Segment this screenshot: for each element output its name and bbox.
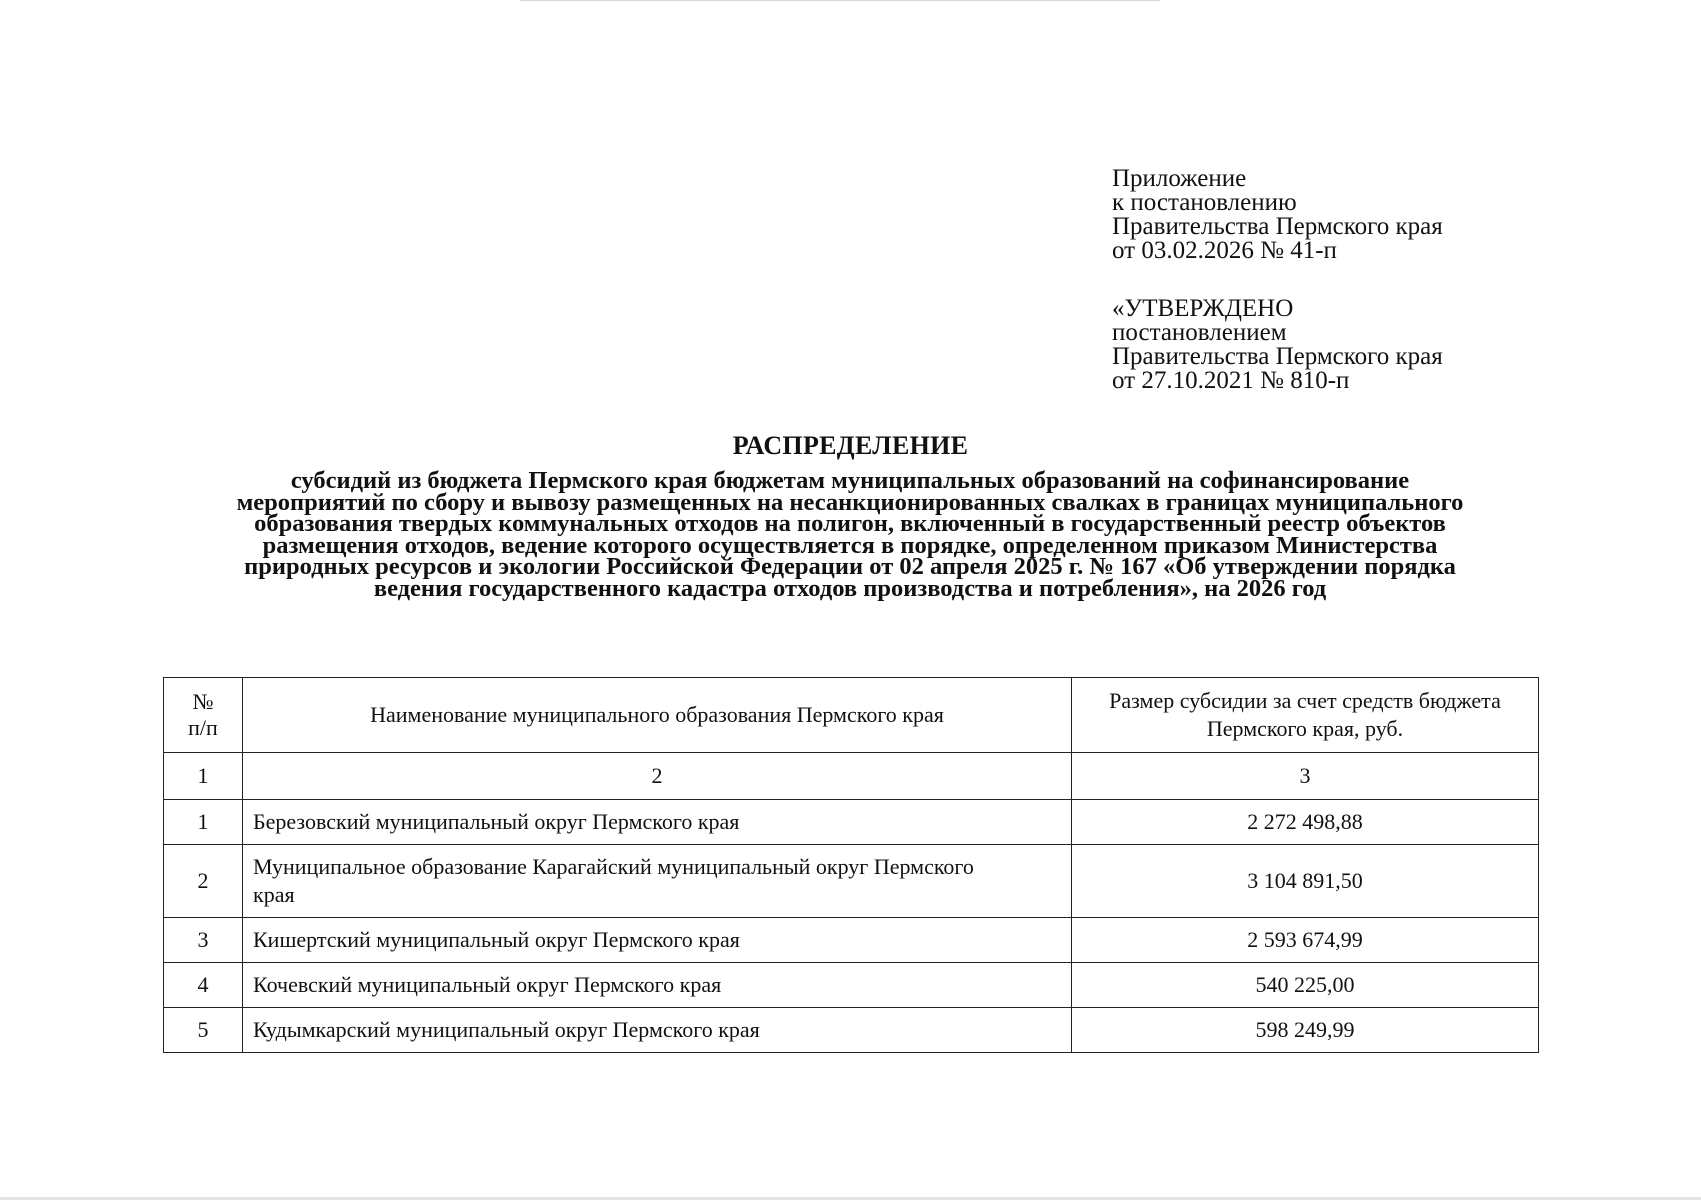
annex-line: Правительства Пермского края xyxy=(1112,213,1443,240)
approved-line: Правительства Пермского края xyxy=(1112,343,1443,370)
header-num xyxy=(164,678,243,753)
row-name: Кудымкарский муниципальный округ Пермского края xyxy=(243,1008,1072,1053)
annex-line: от 03.02.2026 № 41-п xyxy=(1112,237,1337,264)
row-num: 5 xyxy=(164,1008,243,1053)
table-row xyxy=(164,963,1539,1008)
header-amount-line: Размер субсидии за счет средств бюджета xyxy=(1109,688,1501,713)
header-name: Наименование муниципального образования Пермского края xyxy=(243,678,1072,753)
annex-gap xyxy=(1112,263,1443,297)
scan-edge-top xyxy=(520,0,1160,1)
subtitle-line: природных ресурсов и экологии Российской Федерации от 02 апреля 2025 г. № 167 «Об утверждении порядка xyxy=(244,553,1456,580)
approved-line: «УТВЕРЖДЕНО xyxy=(1112,295,1294,322)
column-index-row xyxy=(164,753,1539,800)
row-name: Кишертский муниципальный округ Пермского края xyxy=(243,918,1072,963)
approved-line: от 27.10.2021 № 810-п xyxy=(1112,367,1350,394)
document-subtitle xyxy=(120,467,1580,602)
table-header-row xyxy=(164,678,1539,753)
header-num-line: п/п xyxy=(188,715,218,740)
table-row xyxy=(164,918,1539,963)
column-index: 1 xyxy=(164,753,243,800)
row-name-line: края xyxy=(253,882,295,907)
document-title: РАСПРЕДЕЛЕНИЕ xyxy=(732,431,969,460)
row-name xyxy=(243,845,1072,918)
subtitle-line: размещения отходов, ведение которого осуществляется в порядке, определенном приказом Министерства xyxy=(262,531,1438,559)
column-index: 3 xyxy=(1072,753,1539,800)
subtitle-line: мероприятий по сбору и вывозу размещенных на несанкционированных свалках в границах муниципального xyxy=(236,488,1464,516)
row-amount: 3 104 891,50 xyxy=(1072,845,1539,918)
annex-line: Приложение xyxy=(1112,165,1247,192)
row-amount: 2 593 674,99 xyxy=(1072,918,1539,963)
row-num: 1 xyxy=(164,800,243,845)
table-row xyxy=(164,845,1539,918)
subtitle-line: ведения государственного кадастра отходов производства и потребления», на 2026 год xyxy=(373,574,1327,602)
row-num: 4 xyxy=(164,963,243,1008)
table-row xyxy=(164,1008,1539,1053)
subsidy-table xyxy=(163,677,1539,1053)
row-name-line: Муниципальное образование Карагайский муниципальный округ Пермского xyxy=(253,854,974,879)
approved-line: постановлением xyxy=(1112,319,1287,346)
row-name: Кочевский муниципальный округ Пермского края xyxy=(243,963,1072,1008)
subtitle-line: субсидий из бюджета Пермского края бюджетам муниципальных образований на софинансирование xyxy=(290,467,1410,494)
table-row xyxy=(164,800,1539,845)
row-amount: 2 272 498,88 xyxy=(1072,800,1539,845)
annex-block xyxy=(1112,167,1443,393)
header-amount xyxy=(1072,678,1539,753)
row-num: 3 xyxy=(164,918,243,963)
column-index: 2 xyxy=(243,753,1072,800)
row-amount: 540 225,00 xyxy=(1072,963,1539,1008)
subtitle-line: образования твердых коммунальных отходов на полигон, включенный в государственный реестр объектов xyxy=(254,510,1446,537)
header-num-line: № xyxy=(192,689,214,714)
annex-line: к постановлению xyxy=(1112,189,1297,216)
row-name: Березовский муниципальный округ Пермского края xyxy=(243,800,1072,845)
header-amount-line: Пермского края, руб. xyxy=(1206,716,1404,741)
row-num: 2 xyxy=(164,845,243,918)
row-amount: 598 249,99 xyxy=(1072,1008,1539,1053)
